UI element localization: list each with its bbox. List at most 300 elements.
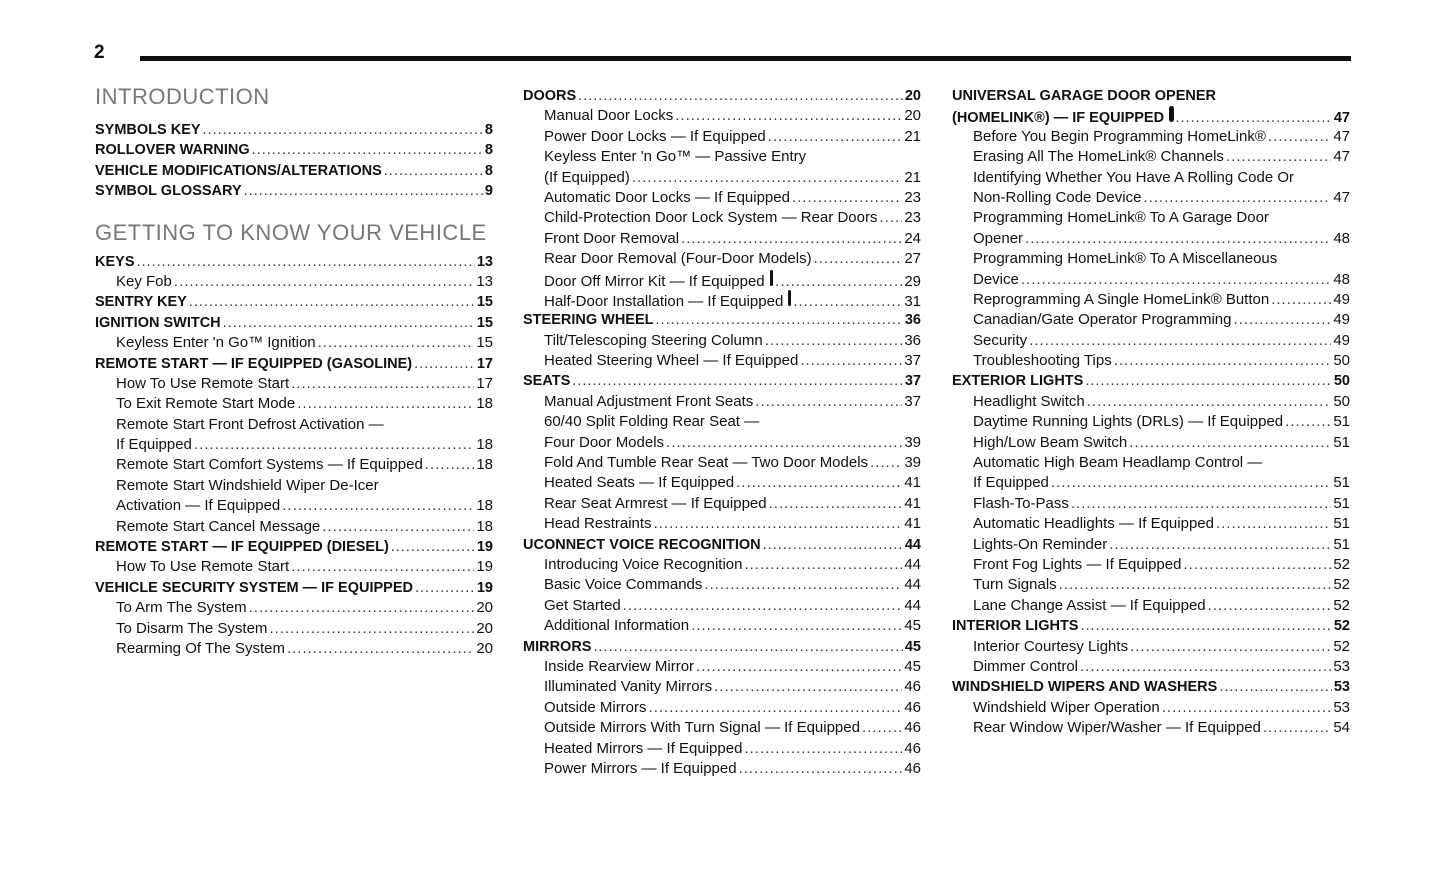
entry-title: Dimmer Control xyxy=(973,657,1079,675)
toc-entry[interactable] xyxy=(95,313,493,333)
entry-title: SENTRY KEY xyxy=(95,294,187,311)
entry-title: Get Started xyxy=(544,596,621,614)
entry-page-number: 36 xyxy=(904,312,921,329)
entry-page-number: 47 xyxy=(1333,127,1350,145)
entry-page-number: 23 xyxy=(904,209,921,227)
entry-title: MIRRORS xyxy=(523,638,592,655)
entry-page-number: 18 xyxy=(476,456,493,474)
dot-leader xyxy=(792,188,902,208)
dot-leader xyxy=(675,106,902,126)
toc-entry[interactable] xyxy=(95,354,493,374)
dot-leader xyxy=(391,537,475,557)
entry-page-number: 20 xyxy=(904,88,921,104)
entry-title: Tilt/Telescoping Steering Column xyxy=(544,331,763,349)
toc-entry[interactable] xyxy=(523,575,921,595)
entry-title: 60/40 Split Folding Rear Seat — xyxy=(544,413,760,431)
toc-entry[interactable] xyxy=(952,433,1350,453)
entry-title: Fold And Tumble Rear Seat — Two Door Models xyxy=(544,454,869,472)
dot-leader xyxy=(870,453,902,473)
entry-title: Power Door Locks — If Equipped xyxy=(544,127,766,145)
entry-title: Outside Mirrors With Turn Signal — If Equipped xyxy=(544,719,860,737)
toc-entry[interactable] xyxy=(952,188,1350,208)
entry-page-number: 52 xyxy=(1333,637,1350,655)
toc-entry[interactable] xyxy=(95,181,493,201)
entry-page-number: 20 xyxy=(476,619,493,637)
entry-page-number: 52 xyxy=(1333,576,1350,594)
entry-page-number: 45 xyxy=(904,638,921,655)
entry-page-number: 17 xyxy=(476,374,493,392)
entry-page-number: 15 xyxy=(476,314,493,331)
entry-page-number: 13 xyxy=(476,272,493,290)
toc-entry[interactable] xyxy=(95,394,493,414)
dot-leader xyxy=(252,140,483,160)
entry-page-number: 36 xyxy=(904,331,921,349)
entry-page-number: 24 xyxy=(904,229,921,247)
page-number: 2 xyxy=(94,42,105,63)
dot-leader xyxy=(1085,371,1332,391)
dot-leader xyxy=(1114,351,1332,371)
entry-title: Basic Voice Commands xyxy=(544,576,703,594)
entry-title: Canadian/Gate Operator Programming xyxy=(973,311,1232,329)
dot-leader xyxy=(862,718,902,738)
entry-page-number: 21 xyxy=(904,168,921,186)
entry-page-number: 39 xyxy=(904,433,921,451)
entry-page-number: 37 xyxy=(904,373,921,390)
entry-title: Remote Start Front Defrost Activation — xyxy=(116,415,384,433)
dot-leader xyxy=(322,517,474,537)
toc-entry[interactable] xyxy=(952,596,1350,616)
toc-entry[interactable] xyxy=(95,496,493,516)
entry-page-number: 46 xyxy=(904,698,921,716)
entry-title: Daytime Running Lights (DRLs) — If Equipped xyxy=(973,413,1284,431)
entry-title: SYMBOL GLOSSARY xyxy=(95,183,242,200)
dot-leader xyxy=(736,473,902,493)
entry-title: WINDSHIELD WIPERS AND WASHERS xyxy=(952,679,1218,696)
toc-entry[interactable] xyxy=(523,759,921,779)
entry-title: If Equipped xyxy=(973,474,1049,492)
toc-entry[interactable] xyxy=(523,698,921,718)
toc-entry[interactable] xyxy=(523,637,921,657)
entry-title: DOORS xyxy=(523,88,577,104)
toc-entry xyxy=(523,412,921,432)
entry-page-number: 46 xyxy=(904,719,921,737)
entry-title: Manual Adjustment Front Seats xyxy=(544,392,754,410)
toc-entry xyxy=(952,249,1350,269)
toc-entry[interactable] xyxy=(952,677,1350,697)
entry-title: Security xyxy=(973,331,1028,349)
dot-leader xyxy=(623,596,903,616)
toc-entry[interactable] xyxy=(95,557,493,577)
entry-title: UNIVERSAL GARAGE DOOR OPENER xyxy=(952,88,1216,104)
entry-title: Heated Seats — If Equipped xyxy=(544,474,735,492)
entry-page-number: 41 xyxy=(904,474,921,492)
video-play-icon xyxy=(770,270,774,286)
dot-leader xyxy=(1080,657,1331,677)
entry-page-number: 20 xyxy=(904,107,921,125)
toc-entry[interactable] xyxy=(952,616,1350,636)
toc-entry[interactable] xyxy=(523,127,921,147)
entry-page-number: 19 xyxy=(476,579,493,596)
entry-page-number: 51 xyxy=(1333,413,1350,431)
dot-leader xyxy=(203,120,483,140)
entry-page-number: 52 xyxy=(1333,596,1350,614)
dot-leader xyxy=(649,698,903,718)
entry-page-number: 51 xyxy=(1333,474,1350,492)
dot-leader xyxy=(814,249,903,269)
toc-entry xyxy=(95,415,493,435)
toc-entry[interactable] xyxy=(523,249,921,269)
entry-title: VEHICLE MODIFICATIONS/ALTERATIONS xyxy=(95,162,382,179)
toc-entry[interactable] xyxy=(95,333,493,353)
entry-title: Manual Door Locks xyxy=(544,107,674,125)
entry-title: Illuminated Vanity Mirrors xyxy=(544,678,713,696)
entry-title: Head Restraints xyxy=(544,515,652,533)
toc-entry[interactable] xyxy=(523,229,921,249)
entry-title: Device xyxy=(973,270,1019,288)
entry-title: SEATS xyxy=(523,373,571,390)
toc-entry[interactable] xyxy=(952,331,1350,351)
toc-entry[interactable] xyxy=(523,494,921,514)
entry-title: Front Door Removal xyxy=(544,229,680,247)
dot-leader xyxy=(1271,290,1331,310)
entry-page-number: 46 xyxy=(904,678,921,696)
entry-page-number: 45 xyxy=(904,657,921,675)
entry-title: Outside Mirrors xyxy=(544,698,647,716)
toc-entry[interactable] xyxy=(523,208,921,228)
dot-leader xyxy=(244,181,483,201)
dot-leader xyxy=(1029,331,1331,351)
entry-page-number: 52 xyxy=(1333,618,1350,635)
dot-leader xyxy=(768,127,903,147)
toc-entry[interactable] xyxy=(95,639,493,659)
dot-leader xyxy=(666,433,902,453)
entry-title: Automatic Door Locks — If Equipped xyxy=(544,188,790,206)
toc-entry[interactable] xyxy=(952,637,1350,657)
toc-entry[interactable] xyxy=(952,412,1350,432)
entry-title: Keyless Enter 'n Go™ Ignition xyxy=(116,334,316,352)
dot-leader xyxy=(704,575,902,595)
dot-leader xyxy=(1080,616,1331,636)
entry-page-number: 49 xyxy=(1333,290,1350,308)
dot-leader xyxy=(696,657,902,677)
toc-entry[interactable] xyxy=(95,292,493,312)
entry-page-number: 18 xyxy=(476,497,493,515)
dot-leader xyxy=(291,557,474,577)
entry-title: ROLLOVER WARNING xyxy=(95,142,250,159)
toc-entry[interactable] xyxy=(523,657,921,677)
toc-entry[interactable] xyxy=(95,517,493,537)
toc-entry[interactable] xyxy=(523,433,921,453)
entry-page-number: 48 xyxy=(1333,229,1350,247)
entry-page-number: 49 xyxy=(1333,331,1350,349)
entry-page-number: 44 xyxy=(904,576,921,594)
entry-page-number: 39 xyxy=(904,454,921,472)
dot-leader xyxy=(318,333,475,353)
toc-entry[interactable] xyxy=(952,392,1350,412)
entry-page-number: 51 xyxy=(1333,433,1350,451)
entry-page-number: 21 xyxy=(904,127,921,145)
entry-page-number: 46 xyxy=(904,759,921,777)
dot-leader xyxy=(1051,473,1331,493)
entry-page-number: 41 xyxy=(904,494,921,512)
toc-entry[interactable] xyxy=(95,252,493,272)
entry-page-number: 37 xyxy=(904,392,921,410)
entry-page-number: 27 xyxy=(904,250,921,268)
toc-entry[interactable] xyxy=(95,598,493,618)
dot-leader xyxy=(793,292,902,312)
entry-page-number: 44 xyxy=(904,555,921,573)
dot-leader xyxy=(572,371,903,391)
entry-page-number: 20 xyxy=(476,639,493,657)
entry-page-number: 37 xyxy=(904,352,921,370)
entry-page-number: 19 xyxy=(476,539,493,556)
section-heading: GETTING TO KNOW YOUR VEHICLE xyxy=(95,219,487,245)
dot-leader xyxy=(425,455,475,475)
entry-title: Four Door Models xyxy=(544,433,665,451)
entry-title: Flash-To-Pass xyxy=(973,494,1069,512)
entry-title: Programming HomeLink® To A Miscellaneous xyxy=(973,250,1278,268)
dot-leader xyxy=(1109,535,1331,555)
entry-title: INTERIOR LIGHTS xyxy=(952,618,1079,635)
toc-entry[interactable] xyxy=(952,657,1350,677)
dot-leader xyxy=(691,616,902,636)
toc-entry xyxy=(952,168,1350,188)
entry-title: Troubleshooting Tips xyxy=(973,352,1112,370)
toc-entry[interactable] xyxy=(952,270,1350,290)
entry-title: Rear Seat Armrest — If Equipped xyxy=(544,494,767,512)
dot-leader xyxy=(1285,412,1331,432)
entry-page-number: 50 xyxy=(1333,392,1350,410)
toc-entry[interactable] xyxy=(952,229,1350,249)
toc-entry[interactable] xyxy=(95,140,493,160)
entry-title: Keyless Enter 'n Go™ — Passive Entry xyxy=(544,148,807,166)
entry-page-number: 19 xyxy=(476,558,493,576)
entry-title: Non-Rolling Code Device xyxy=(973,188,1142,206)
dot-leader xyxy=(654,514,903,534)
entry-title: Interior Courtesy Lights xyxy=(973,637,1129,655)
toc-entry[interactable] xyxy=(523,514,921,534)
entry-title: Reprogramming A Single HomeLink® Button xyxy=(973,290,1270,308)
toc-entry[interactable] xyxy=(523,188,921,208)
entry-title: How To Use Remote Start xyxy=(116,374,290,392)
toc-entry[interactable] xyxy=(95,578,493,598)
dot-leader xyxy=(763,535,903,555)
entry-title: Half-Door Installation — If Equipped xyxy=(544,292,784,310)
toc-entry[interactable] xyxy=(523,473,921,493)
entry-title: Erasing All The HomeLink® Channels xyxy=(973,148,1224,166)
toc-entry[interactable] xyxy=(952,535,1350,555)
toc-entry[interactable] xyxy=(952,106,1350,126)
entry-title: Door Off Mirror Kit — If Equipped xyxy=(544,272,765,290)
entry-page-number: 13 xyxy=(476,253,493,270)
toc-entry[interactable] xyxy=(95,272,493,292)
toc-entry[interactable] xyxy=(952,310,1350,330)
toc-entry[interactable] xyxy=(95,120,493,140)
dot-leader xyxy=(291,374,474,394)
entry-title: Heated Steering Wheel — If Equipped xyxy=(544,352,799,370)
toc-entry[interactable] xyxy=(523,718,921,738)
toc-entry[interactable] xyxy=(952,494,1350,514)
dot-leader xyxy=(775,272,902,292)
dot-leader xyxy=(384,161,483,181)
entry-title: Windshield Wiper Operation xyxy=(973,698,1160,716)
toc-entry[interactable] xyxy=(523,106,921,126)
entry-page-number: 51 xyxy=(1333,515,1350,533)
toc-entry[interactable] xyxy=(952,147,1350,167)
toc-entry[interactable] xyxy=(95,537,493,557)
entry-title: Inside Rearview Mirror xyxy=(544,657,695,675)
dot-leader xyxy=(1071,494,1331,514)
toc-entry[interactable] xyxy=(952,514,1350,534)
toc-entry[interactable] xyxy=(523,371,921,391)
entry-title: Rear Door Removal (Four-Door Models) xyxy=(544,250,812,268)
dot-leader xyxy=(1226,147,1331,167)
entry-title: If Equipped xyxy=(116,436,192,454)
dot-leader xyxy=(1162,698,1332,718)
toc-entry[interactable] xyxy=(523,270,921,290)
entry-page-number: 47 xyxy=(1333,110,1350,127)
entry-title: Lights-On Reminder xyxy=(973,535,1108,553)
dot-leader xyxy=(744,555,902,575)
toc-entry[interactable] xyxy=(523,616,921,636)
toc-entry[interactable] xyxy=(952,351,1350,371)
toc-entry[interactable] xyxy=(952,127,1350,147)
toc-entry[interactable] xyxy=(523,351,921,371)
entry-page-number: 29 xyxy=(904,272,921,290)
toc-entry[interactable] xyxy=(952,718,1350,738)
entry-title: Remote Start Comfort Systems — If Equipped xyxy=(116,456,423,474)
entry-title: Turn Signals xyxy=(973,576,1057,594)
dot-leader xyxy=(800,351,902,371)
toc-entry[interactable] xyxy=(952,698,1350,718)
toc-entry[interactable] xyxy=(95,374,493,394)
toc-column-1 xyxy=(95,84,493,659)
dot-leader xyxy=(1233,310,1331,330)
entry-page-number: 53 xyxy=(1333,657,1350,675)
dot-leader xyxy=(656,310,903,330)
entry-page-number: 23 xyxy=(904,188,921,206)
toc-entry[interactable] xyxy=(523,168,921,188)
entry-title: REMOTE START — IF EQUIPPED (GASOLINE) xyxy=(95,355,413,372)
toc-entry[interactable] xyxy=(523,392,921,412)
toc-entry[interactable] xyxy=(95,619,493,639)
dot-leader xyxy=(1130,637,1331,657)
dot-leader xyxy=(744,739,902,759)
toc-entry[interactable] xyxy=(523,535,921,555)
entry-title: Power Mirrors — If Equipped xyxy=(544,759,737,777)
toc-entry[interactable] xyxy=(95,161,493,181)
toc-entry[interactable] xyxy=(523,290,921,310)
entry-title: How To Use Remote Start xyxy=(116,558,290,576)
entry-page-number: 18 xyxy=(476,395,493,413)
entry-page-number: 15 xyxy=(476,294,493,311)
dot-leader xyxy=(297,394,474,414)
video-play-icon xyxy=(788,290,791,306)
entry-title: To Disarm The System xyxy=(116,619,268,637)
entry-title: (If Equipped) xyxy=(544,168,630,186)
dot-leader xyxy=(1129,433,1331,453)
toc-entry[interactable] xyxy=(523,677,921,697)
toc-entry[interactable] xyxy=(523,310,921,330)
entry-title: Additional Information xyxy=(544,617,690,635)
dot-leader xyxy=(1059,575,1332,595)
dot-leader xyxy=(578,86,903,106)
toc-entry xyxy=(523,147,921,167)
entry-page-number: 41 xyxy=(904,515,921,533)
toc-entry[interactable] xyxy=(523,331,921,351)
toc-entry xyxy=(95,476,493,496)
toc-entry xyxy=(952,453,1350,473)
toc-entry xyxy=(952,208,1350,228)
toc-entry[interactable] xyxy=(523,596,921,616)
entry-title: EXTERIOR LIGHTS xyxy=(952,373,1084,390)
dot-leader xyxy=(287,639,474,659)
dot-leader xyxy=(1087,392,1332,412)
dot-leader xyxy=(681,229,902,249)
dot-leader xyxy=(1143,188,1331,208)
entry-title: Rearming Of The System xyxy=(116,639,285,657)
dot-leader xyxy=(769,494,903,514)
entry-title: (HOMELINK®) — IF EQUIPPED xyxy=(952,110,1165,127)
dot-leader xyxy=(1216,514,1331,534)
entry-page-number: 20 xyxy=(476,599,493,617)
entry-page-number: 53 xyxy=(1333,679,1350,696)
dot-leader xyxy=(1208,596,1332,616)
entry-page-number: 50 xyxy=(1333,373,1350,390)
toc-entry[interactable] xyxy=(952,473,1350,493)
entry-page-number: 47 xyxy=(1333,148,1350,166)
toc-entry[interactable] xyxy=(95,455,493,475)
entry-page-number: 52 xyxy=(1333,555,1350,573)
dot-leader xyxy=(755,392,902,412)
entry-page-number: 47 xyxy=(1333,188,1350,206)
entry-title: Heated Mirrors — If Equipped xyxy=(544,739,743,757)
entry-title: REMOTE START — IF EQUIPPED (DIESEL) xyxy=(95,539,389,556)
dot-leader xyxy=(765,331,903,351)
dot-leader xyxy=(269,619,474,639)
dot-leader xyxy=(189,292,475,312)
entry-title: STEERING WHEEL xyxy=(523,312,654,329)
entry-title: High/Low Beam Switch xyxy=(973,433,1128,451)
toc-entry[interactable] xyxy=(523,453,921,473)
entry-title: Child-Protection Door Lock System — Rear Doors xyxy=(544,209,878,227)
dot-leader xyxy=(1219,677,1332,697)
toc-entry xyxy=(952,86,1350,106)
toc-entry[interactable] xyxy=(952,575,1350,595)
entry-title: IGNITION SWITCH xyxy=(95,314,221,331)
header-rule xyxy=(140,56,1351,61)
entry-title: Automatic Headlights — If Equipped xyxy=(973,515,1214,533)
entry-page-number: 46 xyxy=(904,739,921,757)
toc-entry[interactable] xyxy=(523,555,921,575)
entry-title: VEHICLE SECURITY SYSTEM — IF EQUIPPED xyxy=(95,579,413,596)
entry-page-number: 8 xyxy=(484,122,493,138)
toc-entry[interactable] xyxy=(523,739,921,759)
entry-page-number: 18 xyxy=(476,436,493,454)
toc-entry[interactable] xyxy=(952,371,1350,391)
toc-entry[interactable] xyxy=(523,86,921,106)
entry-page-number: 44 xyxy=(904,596,921,614)
video-play-icon xyxy=(1169,106,1173,122)
entry-title: Opener xyxy=(973,229,1024,247)
entry-title: Headlight Switch xyxy=(973,392,1085,410)
toc-entry[interactable] xyxy=(952,290,1350,310)
entry-title: Key Fob xyxy=(116,272,172,290)
toc-entry[interactable] xyxy=(952,555,1350,575)
toc-entry[interactable] xyxy=(95,435,493,455)
entry-page-number: 49 xyxy=(1333,311,1350,329)
entry-page-number: 48 xyxy=(1333,270,1350,288)
